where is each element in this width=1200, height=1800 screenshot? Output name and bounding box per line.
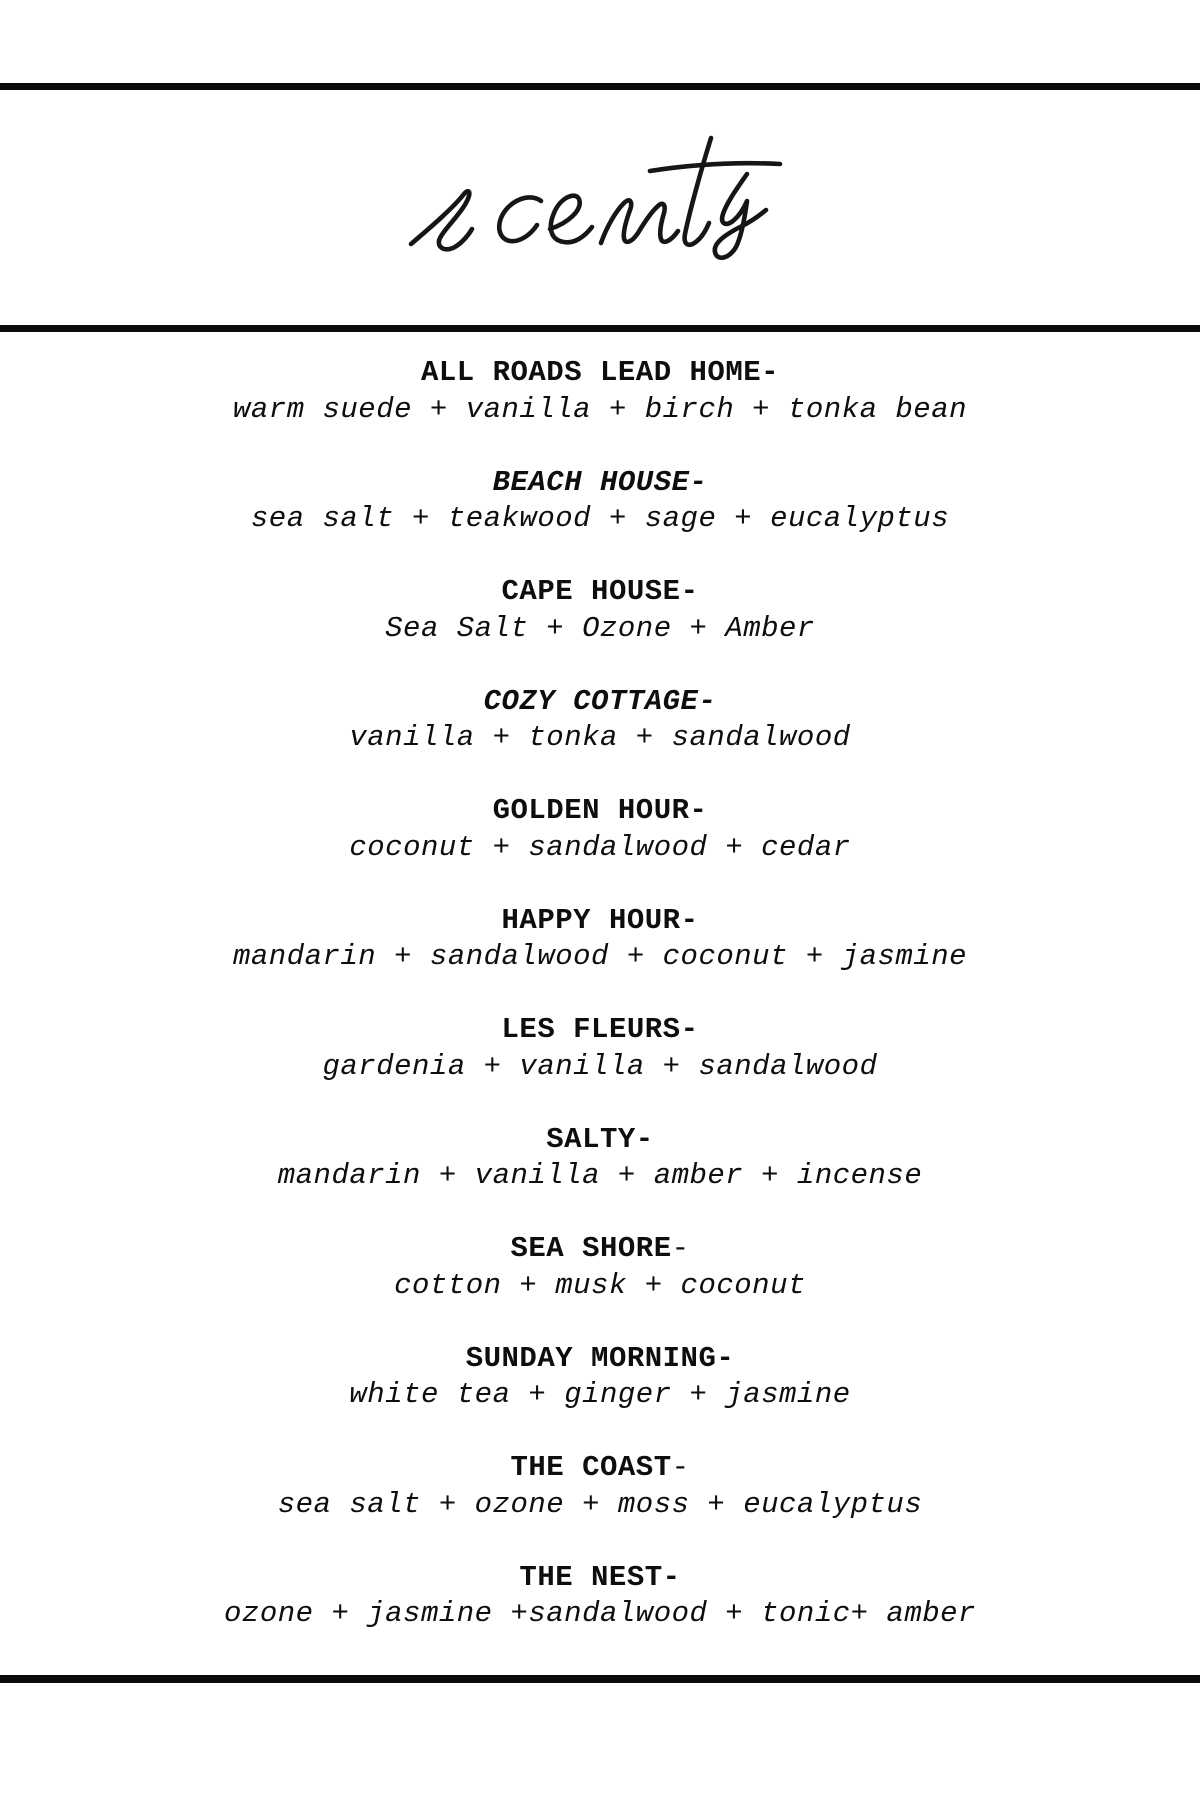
scents-script-icon: [403, 130, 788, 270]
top-border-rule: [0, 83, 1200, 90]
scent-title-text: CAPE HOUSE: [501, 575, 681, 608]
scent-title-dash: -: [761, 356, 780, 389]
scent-title-dash: -: [680, 575, 699, 608]
scent-notes: ozone + jasmine +sandalwood + tonic+ amber: [224, 1597, 976, 1630]
scent-item-cape-house: [0, 574, 1200, 647]
scent-item-cozy-cottage: [0, 684, 1200, 757]
scent-item-les-fleurs: [0, 1012, 1200, 1085]
scents-script-title: [403, 130, 788, 270]
scent-title-dash: -: [662, 1560, 681, 1594]
scent-notes: coconut + sandalwood + cedar: [349, 830, 851, 864]
scent-title-text: GOLDEN HOUR: [492, 794, 690, 827]
scent-title: [0, 1231, 1200, 1268]
scent-title-text: THE NEST: [519, 1560, 663, 1594]
scent-title-dash: -: [689, 794, 708, 827]
scent-notes: vanilla + tonka + sandalwood: [349, 721, 851, 754]
scent-title: [0, 1122, 1200, 1159]
scent-title: [0, 1341, 1200, 1378]
scent-title: [0, 1450, 1200, 1487]
scent-title: [0, 1012, 1200, 1049]
scent-item-sunday-morning: [0, 1341, 1200, 1414]
scent-title-dash: -: [698, 684, 717, 718]
scent-title-dash: -: [680, 1013, 699, 1046]
scent-title-text: COZY COTTAGE: [483, 684, 699, 718]
scent-notes: white tea + ginger + jasmine: [349, 1378, 851, 1411]
scent-title-dash: -: [689, 465, 708, 499]
scent-item-the-coast: [0, 1450, 1200, 1523]
scent-title-text: ALL ROADS LEAD HOME: [420, 356, 762, 389]
scent-title-text: SEA SHORE: [510, 1232, 672, 1265]
scent-list: [0, 355, 1200, 1669]
scent-title-text: SUNDAY MORNING: [465, 1341, 717, 1375]
bottom-border-rule: [0, 1675, 1200, 1683]
scent-notes: sea salt + teakwood + sage + eucalyptus: [250, 502, 950, 535]
scent-title-text: THE COAST: [510, 1451, 672, 1484]
scent-title-text: BEACH HOUSE: [492, 465, 690, 499]
scent-title-text: SALTY: [546, 1122, 636, 1156]
scent-notes: gardenia + vanilla + sandalwood: [322, 1049, 878, 1083]
header-divider-rule: [0, 325, 1200, 332]
scent-title: [0, 793, 1200, 830]
scent-item-the-nest: [0, 1560, 1200, 1633]
scent-title: [0, 684, 1200, 721]
scent-item-beach-house: [0, 465, 1200, 538]
scent-item-sea-shore: [0, 1231, 1200, 1304]
scent-title: [0, 465, 1200, 502]
scent-title: [0, 903, 1200, 940]
scent-title-text: LES FLEURS: [501, 1013, 681, 1046]
scent-item-all-roads-lead-home: [0, 355, 1200, 428]
scent-title-dash: -: [716, 1341, 735, 1375]
scent-title-text: HAPPY HOUR: [501, 903, 681, 937]
scent-notes: mandarin + vanilla + amber + incense: [277, 1159, 923, 1192]
scent-notes: cotton + musk + coconut: [394, 1268, 806, 1302]
scent-title-dash: -: [671, 1232, 690, 1265]
scent-title: [0, 1560, 1200, 1597]
scent-title: [0, 355, 1200, 392]
scent-item-happy-hour: [0, 903, 1200, 976]
scent-title: [0, 574, 1200, 611]
scent-title-dash: -: [671, 1451, 690, 1484]
scent-notes: Sea Salt + Ozone + Amber: [385, 611, 815, 645]
scent-item-golden-hour: [0, 793, 1200, 866]
scent-title-dash: -: [635, 1122, 654, 1156]
scent-notes: mandarin + sandalwood + coconut + jasmine: [232, 940, 968, 973]
scent-notes: warm suede + vanilla + birch + tonka bean: [232, 392, 968, 426]
scent-title-dash: -: [680, 903, 699, 937]
scent-notes: sea salt + ozone + moss + eucalyptus: [277, 1487, 923, 1521]
scent-item-salty: [0, 1122, 1200, 1195]
